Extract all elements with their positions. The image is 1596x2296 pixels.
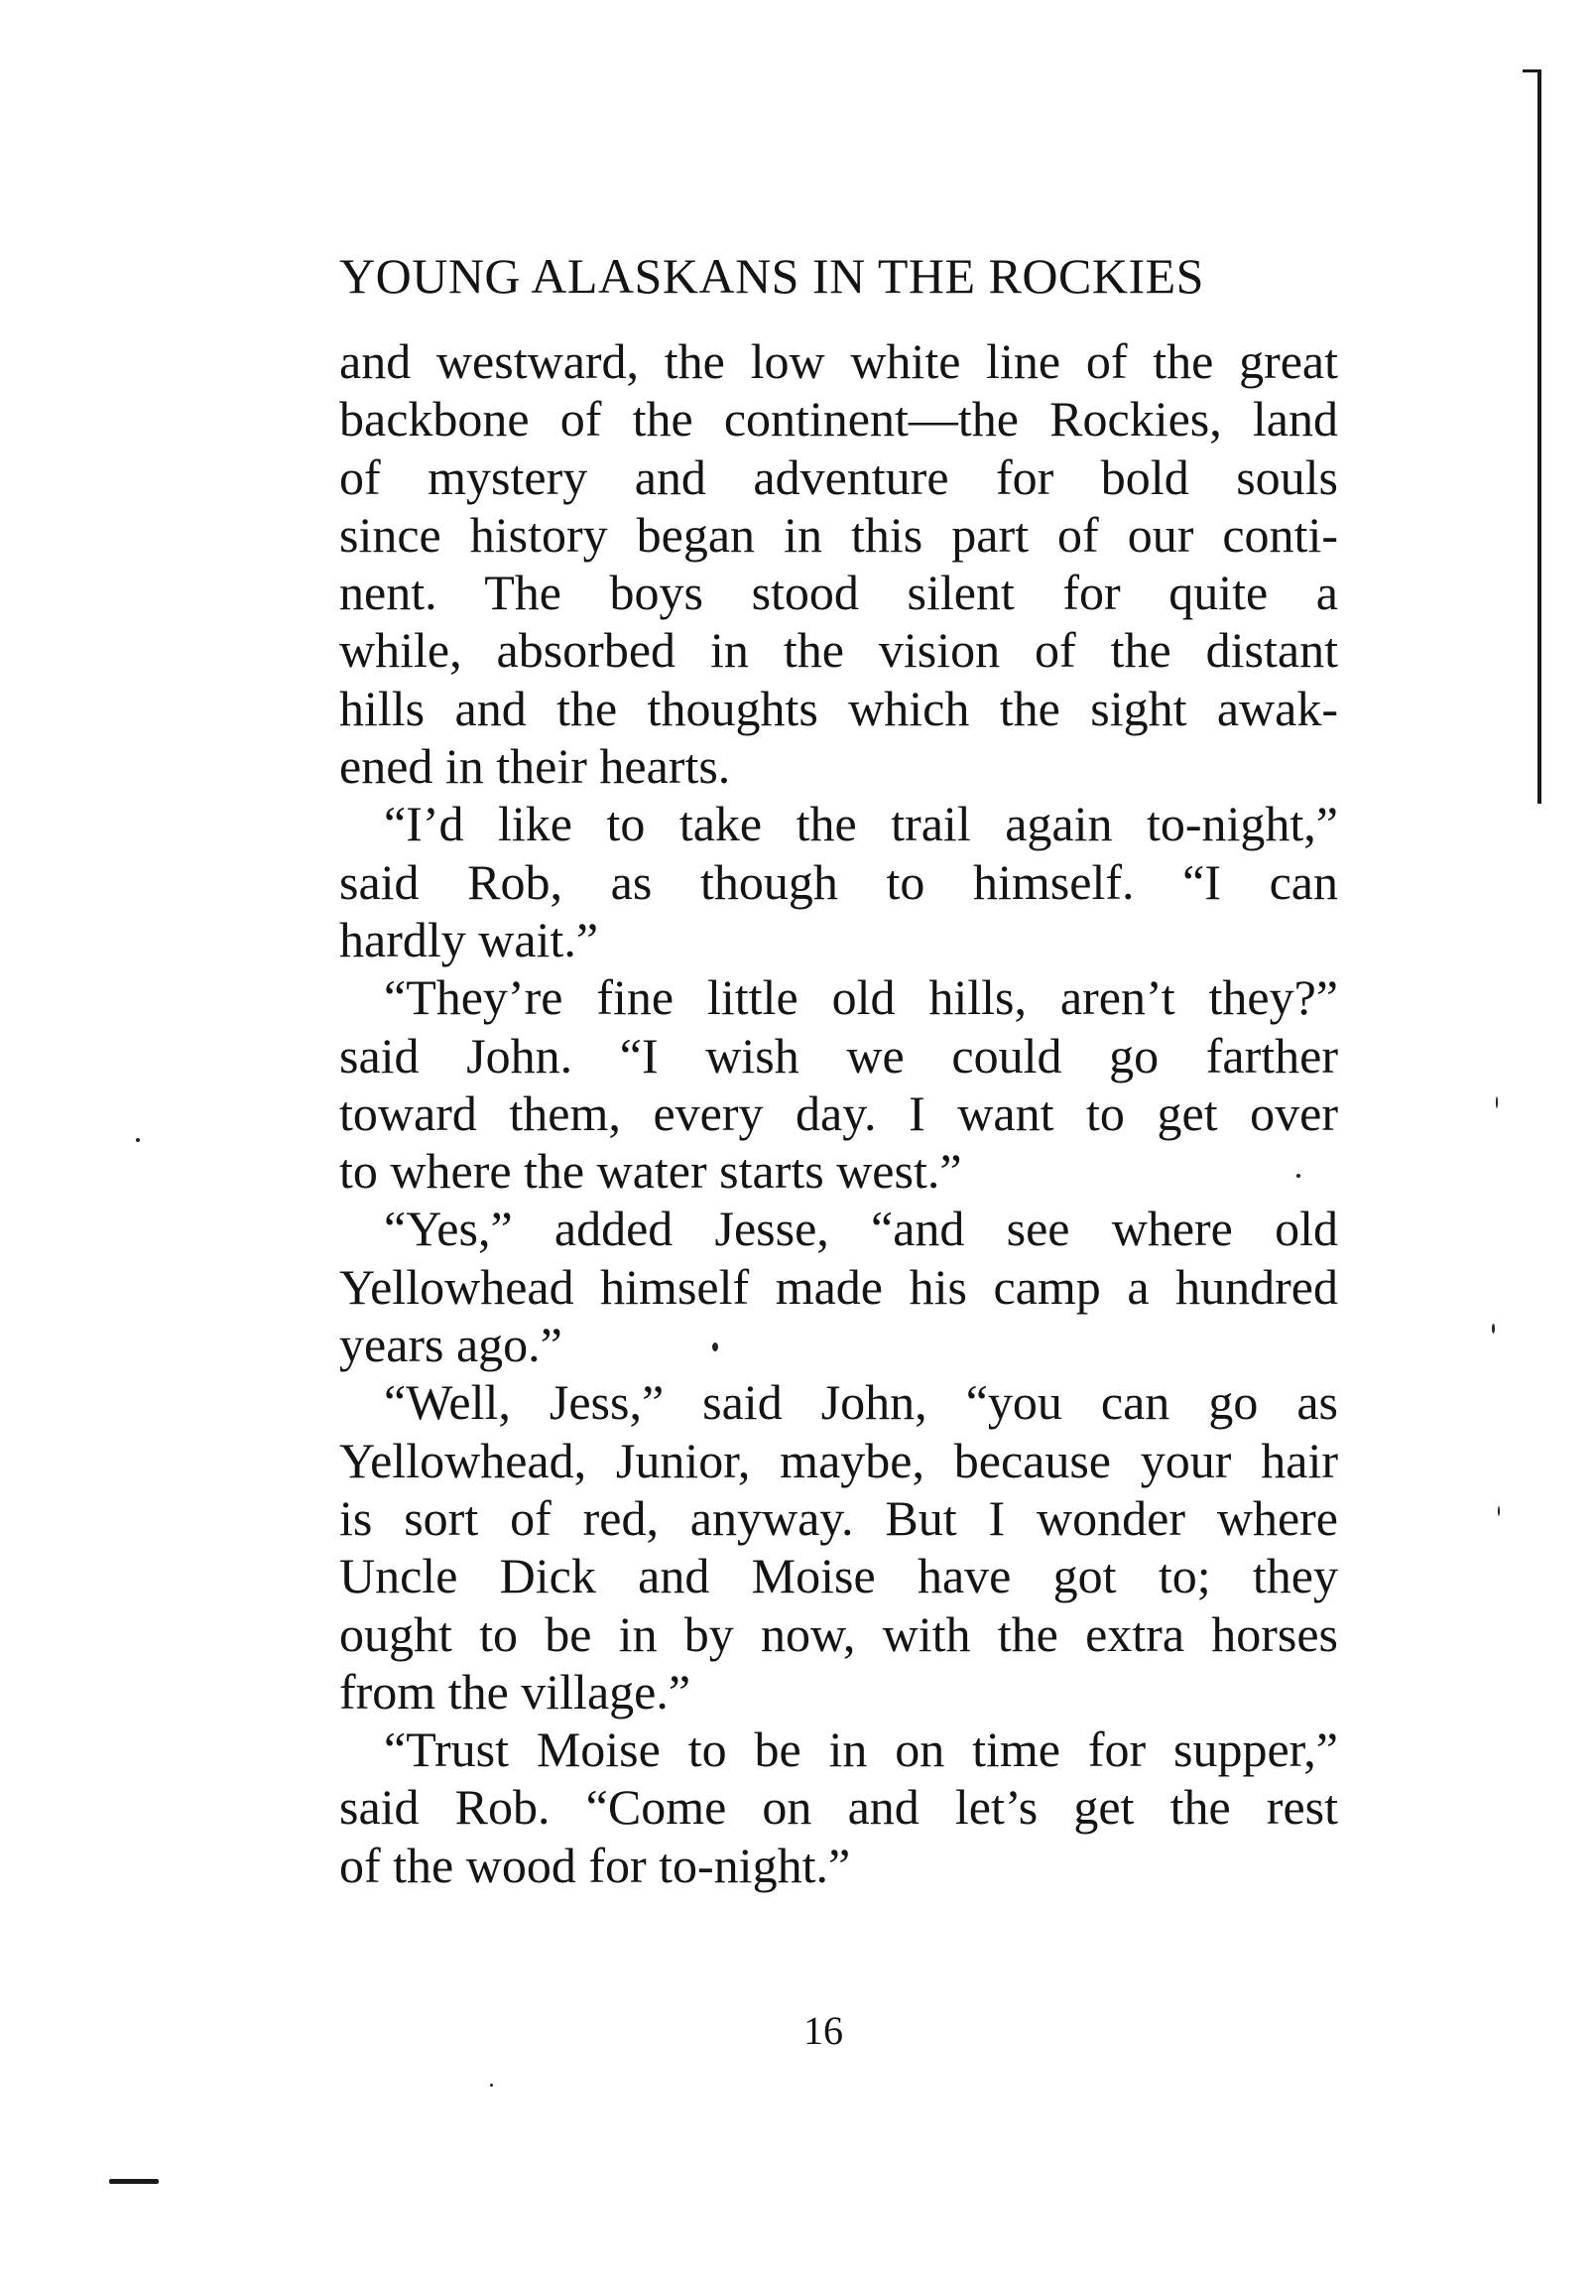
text-line: ought to be in by now, with the extra horses [339, 1605, 1338, 1662]
scan-edge-line [1537, 69, 1541, 804]
scan-speck [1492, 1324, 1495, 1334]
text-line: hills and the thoughts which the sight awak- [339, 680, 1338, 736]
text-line: “They’re fine little old hills, aren’t they?” [384, 969, 1338, 1026]
scan-speck [490, 2084, 493, 2087]
text-line: nent. The boys stood silent for quite a [339, 565, 1338, 621]
text-line: “Yes,” added Jesse, “and see where old [384, 1201, 1338, 1257]
text-line: backbone of the continent—the Rockies, land [339, 391, 1338, 447]
text-line: “Trust Moise to be in on time for supper,” [384, 1722, 1338, 1778]
text-line: Uncle Dick and Moise have got to; they [339, 1548, 1338, 1604]
text-line: toward them, every day. I want to get over [339, 1084, 1338, 1141]
scan-speck [1296, 1174, 1300, 1178]
text-line: years ago.” [339, 1317, 562, 1373]
text-line: Yellowhead himself made his camp a hundred [339, 1258, 1338, 1315]
text-line: since history began in this part of our conti- [339, 506, 1338, 563]
text-line: hardly wait.” [339, 911, 599, 967]
scan-speck [136, 1138, 140, 1142]
text-line: while, absorbed in the vision of the distant [339, 622, 1338, 679]
text-line: ened in their hearts. [339, 738, 731, 795]
text-line: “Well, Jess,” said John, “you can go as [384, 1374, 1338, 1431]
text-line: said John. “I wish we could go farther [339, 1027, 1338, 1084]
running-head: YOUNG ALASKANS IN THE ROCKIES [339, 248, 1204, 304]
text-line: to where the water starts west.” [339, 1143, 962, 1200]
text-line: from the village.” [339, 1663, 691, 1720]
text-line: is sort of red, anyway. But I wonder where [339, 1489, 1338, 1546]
page-number: 16 [803, 2008, 843, 2053]
text-line: of mystery and adventure for bold souls [339, 448, 1338, 505]
scan-speck [712, 1342, 718, 1351]
scan-speck [1496, 1096, 1498, 1108]
text-line: of the wood for to-night.” [339, 1837, 851, 1893]
body-text [339, 332, 1338, 1894]
scan-dash [109, 2179, 159, 2184]
text-line: “I’d like to take the trail again to-night,” [384, 796, 1338, 852]
text-line: and westward, the low white line of the great [339, 333, 1338, 389]
text-line: said Rob, as though to himself. “I can [339, 853, 1338, 910]
scan-speck [1498, 1506, 1500, 1516]
text-line: said Rob. “Come on and let’s get the rest [339, 1779, 1338, 1836]
text-line: Yellowhead, Junior, maybe, because your hair [339, 1432, 1338, 1488]
